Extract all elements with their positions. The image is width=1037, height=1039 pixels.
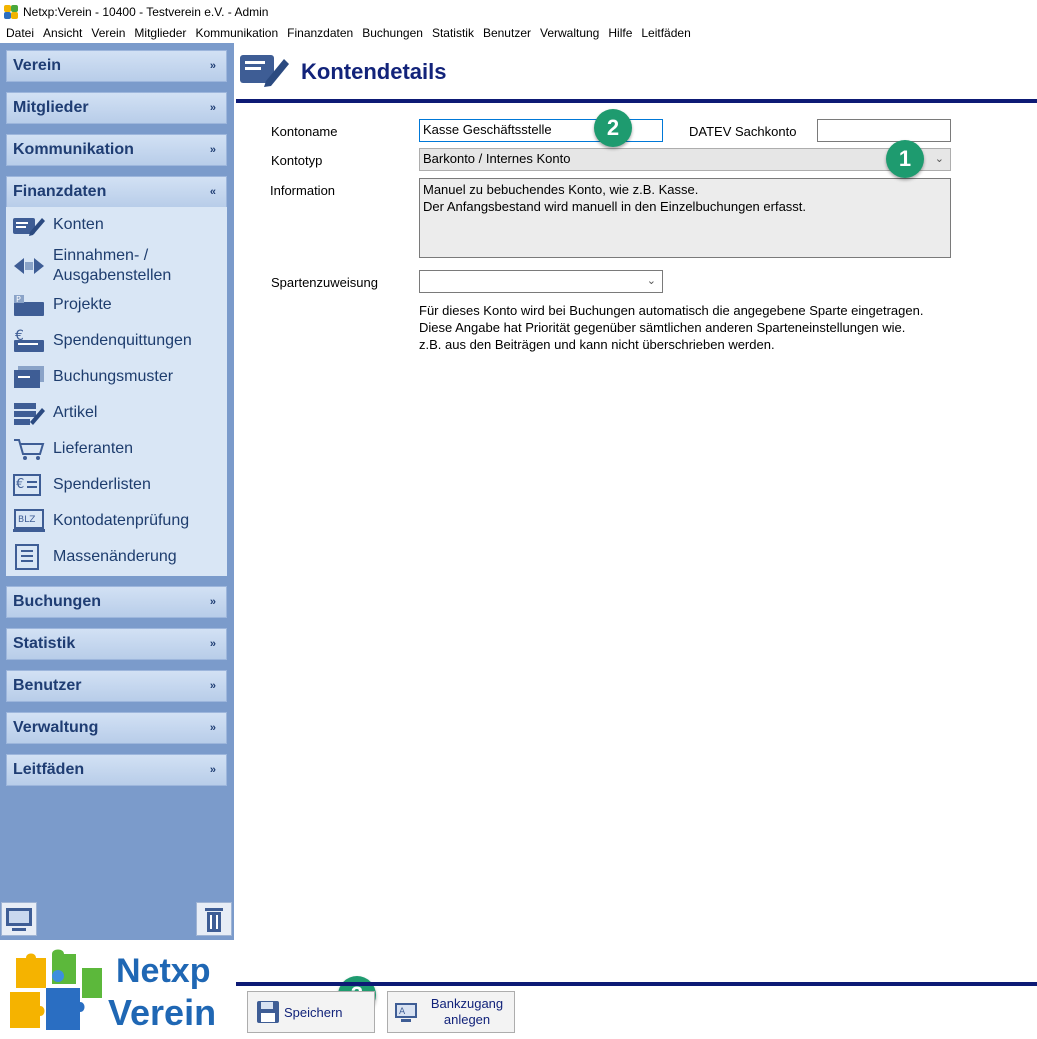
sidebar-section-finanzdaten[interactable]: Finanzdaten « (6, 176, 227, 208)
chevron-down-icon: » (209, 764, 216, 776)
spartenzuweisung-select[interactable] (419, 270, 663, 293)
information-label: Information (270, 183, 336, 198)
sidebar-item-lieferanten[interactable]: Lieferanten (6, 435, 227, 463)
chevron-down-icon: ⌄ (646, 275, 656, 287)
menu-hilfe[interactable]: Hilfe (608, 26, 633, 40)
menu-bar (0, 23, 1037, 43)
sparten-label: Spartenzuweisung (271, 275, 378, 290)
chevron-down-icon: » (209, 60, 216, 72)
menu-buchungen[interactable]: Buchungen (362, 26, 423, 40)
sidebar-section-verwaltung[interactable]: Verwaltung » (6, 712, 227, 744)
puzzle-logo-icon (6, 948, 106, 1034)
accounts-icon (12, 212, 46, 238)
sparten-help-text: Für dieses Konto wird bei Buchungen automatisch die angegebene Sparte eingetragen. Diese Angabe hat Priorität gegenüber sämtlichen anderen Sparteneinstellungen wie. z.B. aus den Beiträgen und kann nicht überschrieben werden. (419, 303, 924, 352)
monitor-button[interactable] (1, 902, 37, 936)
sidebar-item-einnahmen[interactable] (6, 245, 227, 287)
menu-leitfaeden[interactable]: Leitfäden (641, 26, 691, 40)
sidebar-section-kommunikation[interactable]: Kommunikation » (6, 134, 227, 166)
articles-icon (12, 400, 46, 426)
chevron-down-icon: » (209, 596, 216, 608)
sidebar-item-massenaenderung[interactable]: Massenänderung (6, 543, 227, 571)
sidebar-item-spenderlisten[interactable]: € Spenderlisten (6, 471, 227, 499)
sidebar-section-leitfaeden[interactable]: Leitfäden » (6, 754, 227, 786)
svg-text:A: A (399, 1007, 406, 1017)
header-divider (236, 99, 1037, 103)
svg-text:€: € (16, 477, 25, 492)
logo-text-netxp: Netxp (116, 952, 211, 990)
monitor-icon (2, 903, 36, 935)
sidebar (0, 43, 234, 940)
sidebar-item-kontodatenpruefung[interactable]: BLZ Kontodatenprüfung (6, 507, 227, 535)
sidebar-item-label: Ausgabenstellen (53, 267, 172, 284)
footer-divider (236, 982, 1037, 986)
datev-label: DATEV Sachkonto (689, 124, 797, 139)
save-button[interactable]: Speichern (247, 991, 375, 1033)
logo-text-verein: Verein (108, 992, 217, 1033)
kontotyp-select[interactable]: Barkonto / Internes Konto ⌄ (419, 148, 951, 171)
blz-check-icon (12, 508, 46, 534)
sidebar-item-label: Einnahmen- / (53, 247, 149, 264)
window-title: Netxp:Verein - 10400 - Testverein e.V. - Admin (23, 4, 269, 19)
chevron-up-icon: « (209, 186, 216, 198)
button-label: Bankzugang (430, 996, 504, 1011)
menu-verwaltung[interactable]: Verwaltung (539, 26, 600, 40)
sidebar-section-benutzer[interactable]: Benutzer » (6, 670, 227, 702)
page-header (238, 45, 1037, 101)
sidebar-panel-finanzdaten (6, 207, 227, 576)
projects-icon (12, 292, 46, 318)
sidebar-section-verein[interactable]: Verein » (6, 50, 227, 82)
chevron-down-icon: » (209, 144, 216, 156)
sidebar-section-statistik[interactable]: Statistik » (6, 628, 227, 660)
menu-mitglieder[interactable]: Mitglieder (134, 26, 187, 40)
menu-verein[interactable]: Verein (91, 26, 126, 40)
trash-button[interactable] (196, 902, 232, 936)
information-textarea[interactable]: Manuel zu bebuchendes Konto, wie z.B. Kasse. Der Anfangsbestand wird manuell in den Einzelbuchungen erfasst. (419, 178, 951, 258)
svg-text:BLZ: BLZ (18, 515, 36, 525)
title-bar (0, 0, 1037, 23)
bank-access-icon (394, 1000, 418, 1024)
step-badge-2: 2 (594, 109, 632, 147)
account-details-icon (238, 47, 290, 91)
bulk-change-icon (12, 544, 46, 570)
sidebar-item-buchungsmuster[interactable]: Buchungsmuster (6, 363, 227, 391)
cart-icon (12, 436, 46, 462)
trash-icon (197, 903, 231, 935)
menu-statistik[interactable]: Statistik (431, 26, 474, 40)
sidebar-section-mitglieder[interactable]: Mitglieder » (6, 92, 227, 124)
kontoname-input[interactable]: Kasse Geschäftsstelle (419, 119, 663, 142)
sidebar-item-spendenquittungen[interactable]: € Spendenquittungen (6, 327, 227, 355)
chevron-down-icon: ⌄ (934, 153, 944, 165)
button-label: anlegen (443, 1012, 491, 1027)
bankzugang-anlegen-button[interactable] (387, 991, 515, 1033)
donation-receipt-icon (12, 328, 46, 354)
menu-kommunikation[interactable]: Kommunikation (195, 26, 279, 40)
netxp-verein-logo (0, 940, 234, 1039)
menu-benutzer[interactable]: Benutzer (482, 26, 531, 40)
svg-text:€: € (15, 328, 24, 344)
datev-sachkonto-input[interactable] (817, 119, 951, 142)
kontotyp-label: Kontotyp (271, 153, 323, 168)
chevron-down-icon: » (209, 680, 216, 692)
kontoname-label: Kontoname (271, 124, 338, 139)
sidebar-item-konten[interactable]: Konten (6, 211, 227, 239)
sidebar-section-buchungen[interactable]: Buchungen » (6, 586, 227, 618)
menu-finanzdaten[interactable]: Finanzdaten (287, 26, 354, 40)
sidebar-item-projekte[interactable]: P Projekte (6, 291, 227, 319)
chevron-down-icon: » (209, 722, 216, 734)
sidebar-item-artikel[interactable]: Artikel (6, 399, 227, 427)
income-expense-icon (12, 253, 46, 279)
step-badge-1: 1 (886, 140, 924, 178)
donor-list-icon (12, 472, 46, 498)
app-logo-icon (4, 5, 18, 19)
floppy-disk-icon (256, 1000, 280, 1024)
menu-datei[interactable]: Datei (6, 26, 35, 40)
svg-text:P: P (16, 295, 21, 304)
chevron-down-icon: » (209, 638, 216, 650)
menu-ansicht[interactable]: Ansicht (43, 26, 83, 40)
booking-template-icon (12, 364, 46, 390)
page-title: Kontendetails (301, 59, 447, 84)
chevron-down-icon: » (209, 102, 216, 114)
